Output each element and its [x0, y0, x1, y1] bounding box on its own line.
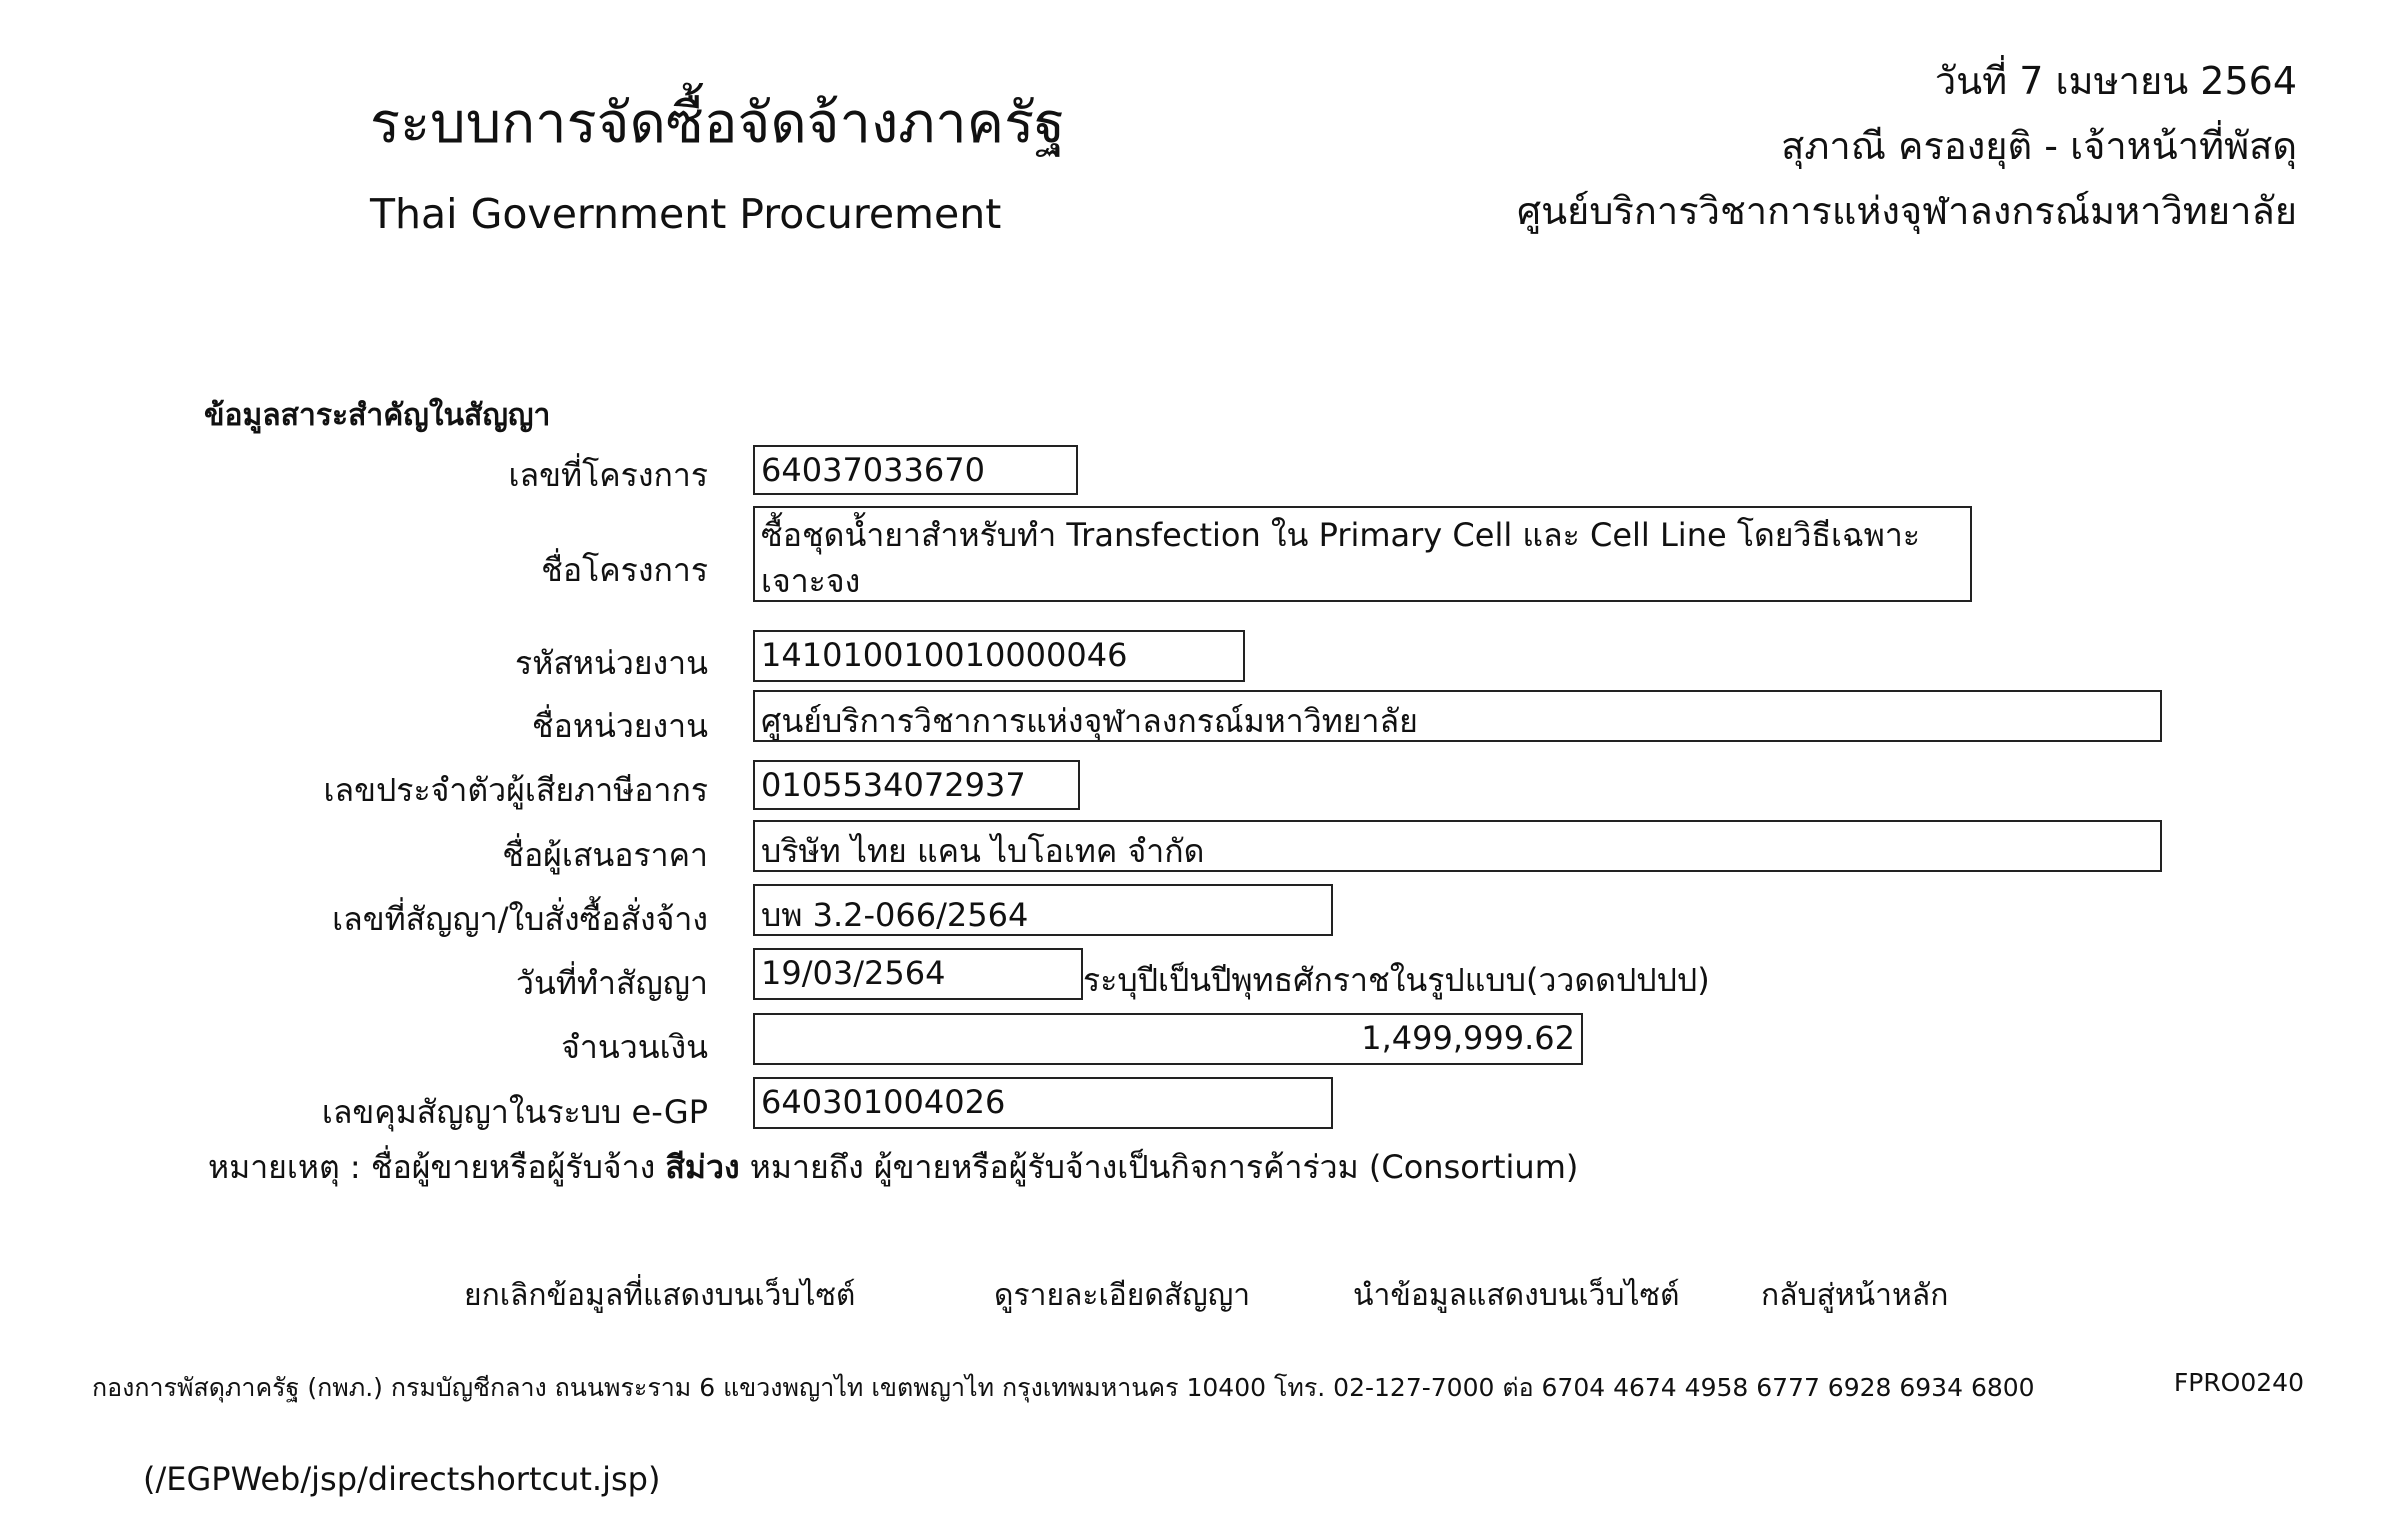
- agency-name-label: ชื่อหน่วยงาน: [531, 707, 708, 745]
- tax-id-label: เลขประจำตัวผู้เสียภาษีอากร: [323, 771, 708, 809]
- contract-no-label: เลขที่สัญญา/ใบสั่งซื้อสั่งจ้าง: [332, 900, 708, 938]
- note-highlight: สีม่วง: [665, 1148, 740, 1186]
- agency-code-field[interactable]: 141010010010000046: [753, 630, 1245, 682]
- project-no-field[interactable]: 64037033670: [753, 445, 1078, 495]
- note-prefix: หมายเหตุ : ชื่อผู้ขายหรือผู้รับจ้าง: [208, 1148, 656, 1186]
- publish-link[interactable]: นำข้อมูลแสดงบนเว็บไซต์: [1353, 1278, 1680, 1313]
- system-title-thai: ระบบการจัดซื้อจัดจ้างภาครัฐ: [370, 91, 1066, 156]
- amount-label: จำนวนเงิน: [561, 1028, 708, 1066]
- consortium-note: [208, 1142, 1578, 1193]
- home-link[interactable]: กลับสู่หน้าหลัก: [1761, 1278, 1949, 1313]
- header-organization: ศูนย์บริการวิชาการแห่งจุฬาลงกรณ์มหาวิทยาลัย: [1516, 189, 2297, 233]
- cancel-display-link[interactable]: ยกเลิกข้อมูลที่แสดงบนเว็บไซต์: [464, 1278, 856, 1313]
- form-code: FPRO0240: [2173, 1368, 2304, 1397]
- view-details-link[interactable]: ดูรายละเอียดสัญญา: [994, 1278, 1251, 1313]
- system-title-en: Thai Government Procurement: [370, 190, 1002, 238]
- section-title: ข้อมูลสาระสำคัญในสัญญา: [204, 398, 551, 433]
- project-name-label: ชื่อโครงการ: [541, 551, 708, 589]
- amount-field[interactable]: 1,499,999.62: [753, 1013, 1583, 1065]
- project-no-label: เลขที่โครงการ: [508, 456, 708, 494]
- header-user: สุภาณี ครองยุติ - เจ้าหน้าที่พัสดุ: [1781, 124, 2297, 168]
- header-date: วันที่ 7 เมษายน 2564: [1934, 59, 2297, 103]
- contract-date-label: วันที่ทำสัญญา: [515, 964, 708, 1002]
- agency-name-field[interactable]: ศูนย์บริการวิชาการแห่งจุฬาลงกรณ์มหาวิทยาลัย: [753, 690, 2162, 742]
- agency-code-label: รหัสหน่วยงาน: [515, 644, 708, 682]
- bidder-name-label: ชื่อผู้เสนอราคา: [502, 836, 708, 874]
- project-name-field[interactable]: ซื้อชุดน้ำยาสำหรับทำ Transfection ใน Primary Cell และ Cell Line โดยวิธีเฉพาะเจาะจง: [753, 506, 1972, 602]
- contract-no-field[interactable]: บพ 3.2-066/2564: [753, 884, 1333, 936]
- bidder-name-field[interactable]: บริษัท ไทย แคน ไบโอเทค จำกัด: [753, 820, 2162, 872]
- contract-date-hint: ระบุปีเป็นปีพุทธศักราชในรูปแบบ(ววดดปปปป): [1083, 961, 1710, 999]
- egp-control-no-label: เลขคุมสัญญาในระบบ e-GP: [321, 1093, 708, 1131]
- note-suffix: หมายถึง ผู้ขายหรือผู้รับจ้างเป็นกิจการค้าร่วม (Consortium): [749, 1148, 1579, 1186]
- contract-date-field[interactable]: 19/03/2564: [753, 948, 1083, 1000]
- tax-id-field[interactable]: 0105534072937: [753, 760, 1080, 810]
- page-url: (/EGPWeb/jsp/directshortcut.jsp): [143, 1460, 661, 1498]
- footer-address: กองการพัสดุภาครัฐ (กพภ.) กรมบัญชีกลาง ถนนพระราม 6 แขวงพญาไท เขตพญาไท กรุงเทพมหานคร 10400 โทร. 02-127-7000 ต่อ 6704 4674 4958 6777 6928 6934 6800: [92, 1373, 2035, 1402]
- egp-control-no-field[interactable]: 640301004026: [753, 1077, 1333, 1129]
